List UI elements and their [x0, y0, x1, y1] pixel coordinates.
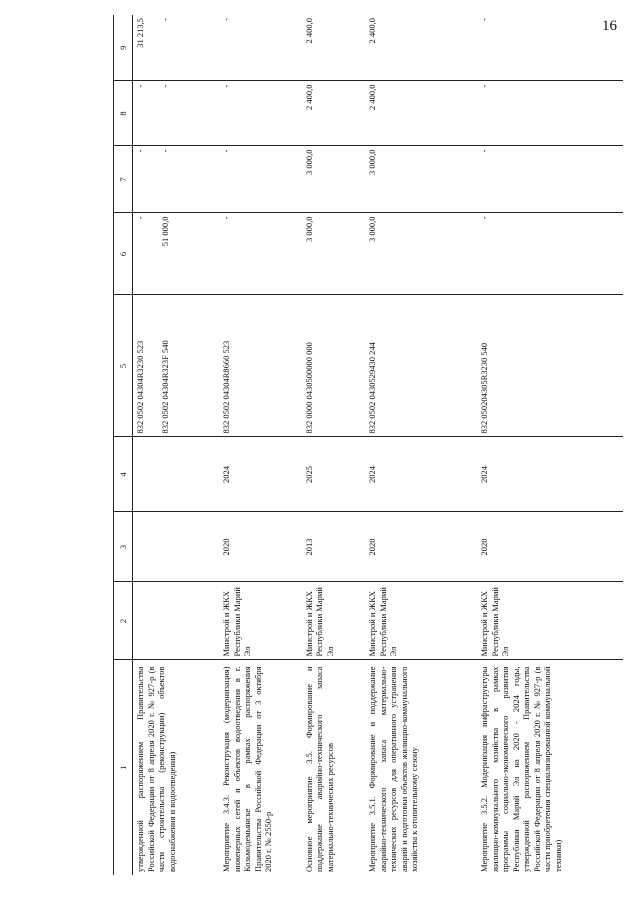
- cell-value: 832 0000 0430500000 000: [303, 342, 314, 434]
- cell-col-2: [133, 582, 220, 660]
- cell-col-8: [302, 81, 365, 146]
- cell-value: 832 0502 04304R8660 523: [221, 340, 232, 434]
- column-header-2: 2: [114, 582, 133, 660]
- cell-col-9: [477, 15, 623, 81]
- cell-value: -: [479, 149, 490, 153]
- cell-col-4: 2024: [365, 437, 477, 512]
- cell-col-2: Минстрой и ЖКХ Республики Марий Эл: [219, 582, 301, 660]
- page-number: 16: [602, 18, 617, 34]
- cell-col-2: Минстрой и ЖКХ Республики Марий Эл: [365, 582, 477, 660]
- cell-value: 2 400,0: [367, 84, 378, 110]
- rotated-table-container: [113, 15, 623, 875]
- cell-col-8: [365, 81, 477, 146]
- cell-value: -: [479, 18, 490, 21]
- cell-value: -: [221, 84, 232, 88]
- cell-col-6: [219, 213, 301, 295]
- cell-col-2: Минстрой и ЖКХ Республики Марий Эл: [477, 582, 623, 660]
- cell-col-1: Мероприятие 3.4.3. Реконструкция (модернизация) инженерных сетей и объектов водоотведения в г. Козьмодемьянске в рамках распоряжения Правительства Российской Федерации от 3 октября 2020 г. № 2550-р: [221, 666, 274, 872]
- cell-value: 2 400,0: [367, 18, 378, 44]
- cell-col-9: [219, 15, 301, 81]
- cell-col-8: [133, 81, 220, 146]
- cell-value: 832 0502 04304R323F 540: [159, 340, 170, 434]
- cell-col-7: [133, 146, 220, 213]
- header-row: [114, 15, 133, 875]
- column-header-9: 9: [114, 15, 133, 81]
- cell-value: 3 000,0: [367, 149, 378, 175]
- column-header-3: 3: [114, 512, 133, 582]
- column-header-7: 7: [114, 146, 133, 213]
- column-header-4: 4: [114, 437, 133, 512]
- cell-value: -: [221, 216, 232, 220]
- cell-col-5: [219, 295, 301, 437]
- cell-col-5: [477, 295, 623, 437]
- cell-col-8: [219, 81, 301, 146]
- cell-col-4: 2024: [219, 437, 301, 512]
- cell-value: 832 050204305R3230 540: [479, 342, 490, 434]
- cell-col-7: [477, 146, 623, 213]
- cell-col-6: [302, 213, 365, 295]
- cell-value: -: [135, 84, 145, 88]
- cell-col-3: 2020: [477, 512, 623, 582]
- cell-value: -: [479, 216, 490, 220]
- table-row: [133, 15, 220, 875]
- cell-col-3: 2020: [219, 512, 301, 582]
- cell-col-9: [302, 15, 365, 81]
- cell-value: -: [159, 18, 170, 21]
- cell-col-5: [365, 295, 477, 437]
- cell-value: -: [159, 84, 170, 88]
- cell-col-4: [133, 437, 220, 512]
- cell-value: 832 0502 04304R3230 523: [135, 340, 145, 434]
- cell-col-4: 2025: [302, 437, 365, 512]
- cell-col-4: 2024: [477, 437, 623, 512]
- cell-value: -: [135, 149, 145, 153]
- cell-value: 3 000,0: [367, 216, 378, 242]
- cell-col-2: Минстрой и ЖКХ Республики Марий Эл: [302, 582, 365, 660]
- cell-value: 31 213,5: [135, 18, 145, 48]
- table-row: [302, 15, 365, 875]
- cell-col-3: [133, 512, 220, 582]
- cell-col-7: [365, 146, 477, 213]
- cell-value: -: [479, 84, 490, 88]
- cell-value: 832 0502 0430529430 244: [367, 342, 378, 434]
- cell-col-1: Мероприятие 3.5.1. Формирование и поддержание аварийно-технического запаса материально-технических ресурсов для оперативного устранения аварий и подготовки объектов жилищно-коммунального хозяйства к отопительному сезону: [367, 666, 420, 872]
- cell-col-1: утвержденной распоряжением Правительства Российской Федерации от 8 апреля 2020 г. № 927-р (в части строительства (реконструкции) объектов водоснабжения и водоотведения): [135, 666, 177, 872]
- cell-col-5: [133, 295, 220, 437]
- table-body: [133, 15, 624, 875]
- cell-value: 2 400,0: [303, 84, 314, 110]
- budget-table: [113, 15, 623, 875]
- cell-value: -: [159, 149, 170, 153]
- cell-col-7: [219, 146, 301, 213]
- cell-col-3: 2020: [365, 512, 477, 582]
- cell-value: 2 400,0: [303, 18, 314, 44]
- cell-col-6: [477, 213, 623, 295]
- table-row: [365, 15, 477, 875]
- cell-col-1: Основное мероприятие 3.5. Формирование и поддержание аварийно-технического запаса материально-технических ресурсов: [303, 666, 335, 872]
- column-header-6: 6: [114, 213, 133, 295]
- table-row: [219, 15, 301, 875]
- cell-col-6: [365, 213, 477, 295]
- cell-value: -: [135, 216, 145, 220]
- column-header-8: 8: [114, 81, 133, 146]
- column-header-1: 1: [114, 660, 133, 875]
- cell-col-8: [477, 81, 623, 146]
- cell-col-9: [365, 15, 477, 81]
- column-header-5: 5: [114, 295, 133, 437]
- cell-col-1: Мероприятие 3.5.2. Модернизация инфраструктуры жилищно-коммунального хозяйства в рамках программы социально-экономического развития Республики Марий Эл на 2020 - 2024 годы, утвержденной распоряжением Правительства Российской Федерации от 8 апреля 2020 г. № 927-р (в части приобретения специализированной коммунальной техники): [479, 666, 563, 872]
- cell-value: -: [221, 18, 232, 21]
- cell-col-9: [133, 15, 220, 81]
- cell-value: 3 000,0: [303, 216, 314, 242]
- table-row: [477, 15, 623, 875]
- cell-value: 51 000,0: [159, 216, 170, 247]
- cell-value: -: [221, 149, 232, 153]
- cell-col-7: [302, 146, 365, 213]
- cell-value: 3 000,0: [303, 149, 314, 175]
- cell-col-5: [302, 295, 365, 437]
- cell-col-3: 2013: [302, 512, 365, 582]
- cell-col-6: [133, 213, 220, 295]
